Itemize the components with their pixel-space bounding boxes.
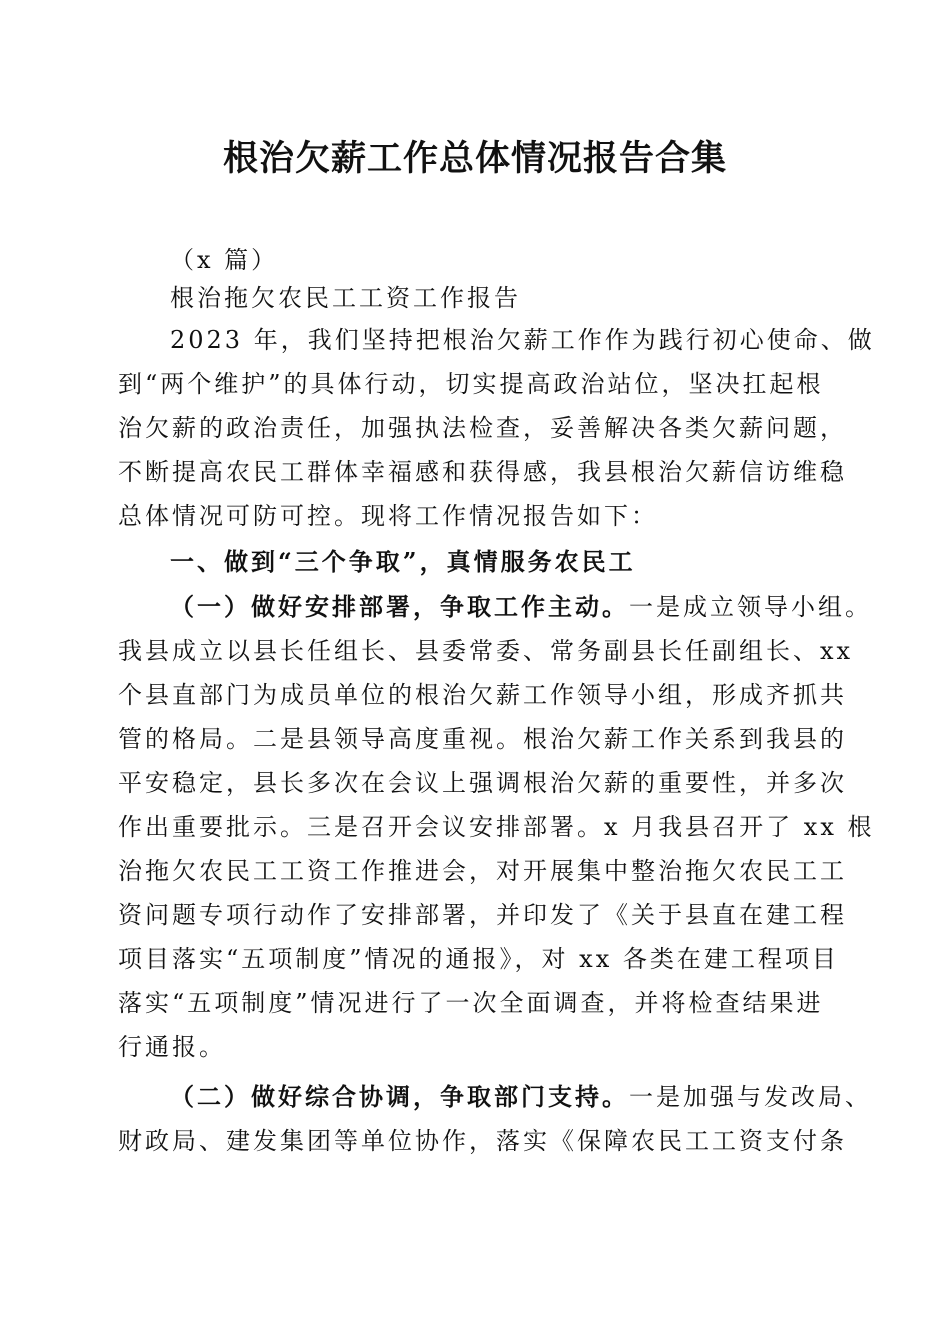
intro-line: 治欠薪的政治责任，加强执法检查，妥善解决各类欠薪问题， [118, 414, 847, 442]
intro-line: 到“两个维护”的具体行动，切实提高政治站位，坚决扛起根 [118, 370, 824, 398]
paragraph-first-line [170, 1075, 872, 1119]
paragraph-heading: （二）做好综合协调，争取部门支持。 [170, 1082, 629, 1111]
paragraph-line: 资问题专项行动作了安排部署，并印发了《关于县直在建工程 [118, 901, 847, 929]
paragraph-line: 管的格局。二是县领导高度重视。根治欠薪工作关系到我县的 [118, 725, 847, 753]
document-subtitle: （x 篇） [170, 246, 279, 274]
paragraph-line: 个县直部门为成员单位的根治欠薪工作领导小组，形成齐抓共 [118, 681, 847, 709]
intro-line: 不断提高农民工群体幸福感和获得感，我县根治欠薪信访维稳 [118, 458, 847, 486]
paragraph-first-line [170, 585, 872, 629]
paragraph-heading: （一）做好安排部署，争取工作主动。 [170, 592, 629, 621]
paragraph-line: 落实“五项制度”情况进行了一次全面调查，并将检查结果进 [118, 989, 824, 1017]
paragraph-line: 行通报。 [118, 1033, 226, 1061]
paragraph-text: 一是加强与发改局、 [629, 1083, 872, 1111]
intro-line: 2023 年，我们坚持把根治欠薪工作作为践行初心使命、做 [170, 326, 875, 354]
section-heading: 一、做到“三个争取”，真情服务农民工 [170, 547, 636, 576]
intro-line: 总体情况可防可控。现将工作情况报告如下： [118, 502, 658, 530]
report-title: 根治拖欠农民工工资工作报告 [170, 284, 521, 312]
paragraph-text: 一是成立领导小组。 [629, 593, 872, 621]
paragraph-line: 财政局、建发集团等单位协作，落实《保障农民工工资支付条 [118, 1127, 847, 1155]
paragraph-line: 平安稳定，县长多次在会议上强调根治欠薪的重要性，并多次 [118, 769, 847, 797]
document-title: 根治欠薪工作总体情况报告合集 [222, 138, 727, 179]
paragraph-line: 作出重要批示。三是召开会议安排部署。x 月我县召开了 xx 根 [118, 813, 875, 841]
paragraph-line: 我县成立以县长任组长、县委常委、常务副县长任副组长、xx [118, 637, 854, 665]
paragraph-line: 治拖欠农民工工资工作推进会，对开展集中整治拖欠农民工工 [118, 857, 847, 885]
paragraph-line: 项目落实“五项制度”情况的通报》，对 xx 各类在建工程项目 [118, 945, 839, 973]
